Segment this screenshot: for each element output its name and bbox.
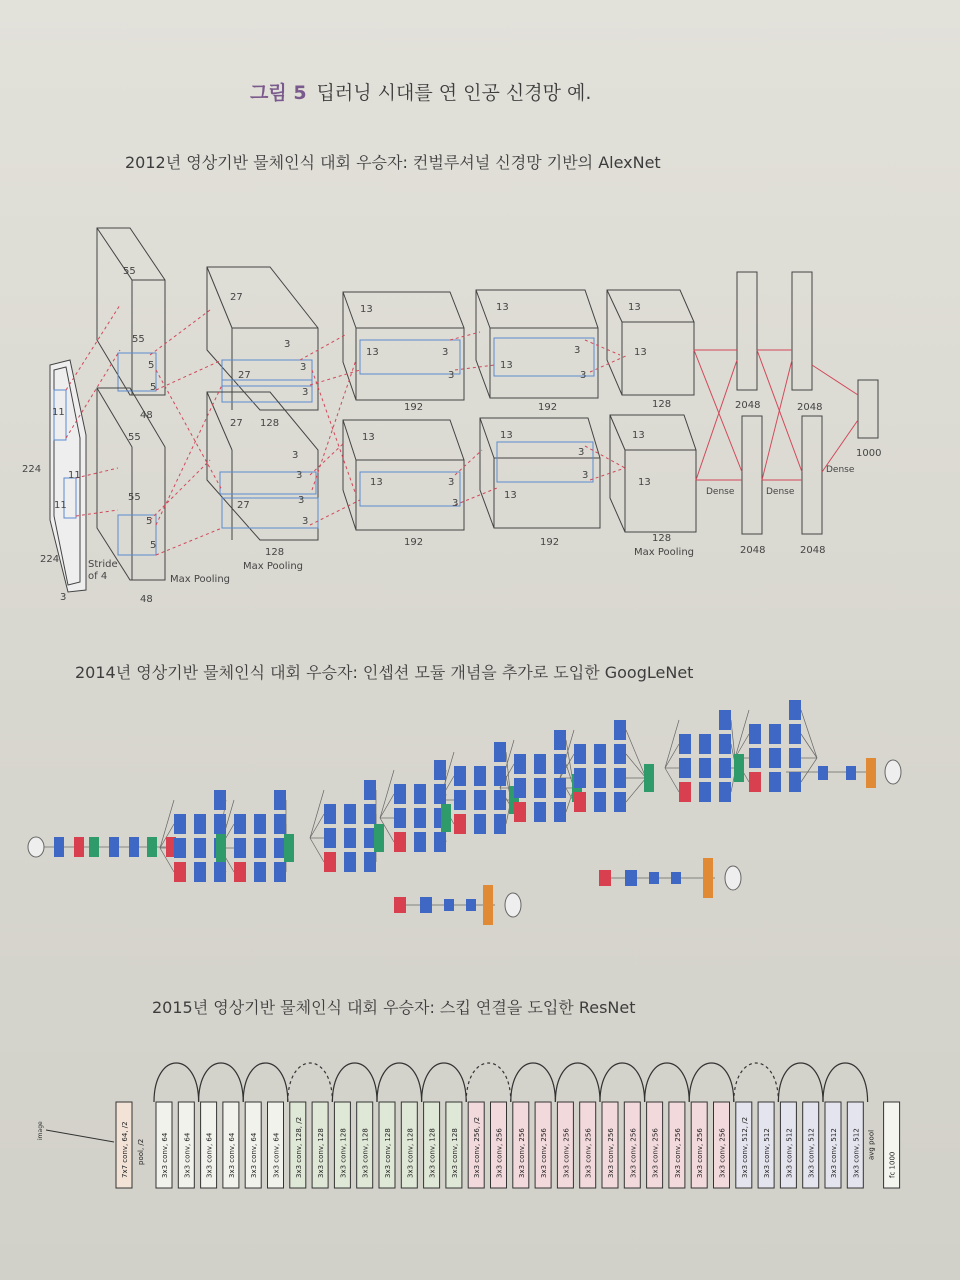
conv2-k-a: 3: [284, 339, 291, 350]
resnet-layer-20: [602, 1102, 618, 1188]
resnet-caption: 2015년 영상기반 물체인식 대회 우승자: 스킵 연결을 도입한 ResNet: [152, 998, 636, 1017]
googlenet-layer-26: [254, 862, 266, 882]
dense-label-1: Dense: [706, 487, 735, 497]
googlenet-layer-67: [534, 778, 546, 798]
conv2-k-c: 3: [302, 387, 309, 398]
fc7-bottom: [802, 416, 822, 534]
googlenet-layer-34: [344, 828, 356, 848]
input-width-label: 224: [40, 554, 60, 565]
conv4-k-a: 3: [574, 345, 581, 356]
skip-connection-14: [778, 1063, 823, 1102]
googlenet-layer-0: [54, 837, 64, 857]
conv3-size-b: 13: [366, 347, 379, 358]
resnet-layer-4: [245, 1102, 261, 1188]
resnet-layer-22-label: 3x3 conv, 256: [651, 1128, 660, 1178]
conv4-depth-bottom: 192: [540, 537, 560, 548]
conv2-k-f: 3: [298, 495, 305, 506]
googlenet-layer-25: [234, 862, 246, 882]
conv2-k-b: 3: [300, 362, 307, 373]
conv2-size-d: 27: [237, 500, 250, 511]
googlenet-layer-103: [769, 772, 781, 792]
googlenet-layer-55: [454, 790, 466, 810]
resnet-first-conv-label: 7x7 conv, 64, /2: [121, 1121, 129, 1178]
resnet-layer-5: [268, 1102, 284, 1188]
googlenet-layer-49: [434, 832, 446, 852]
skip-connection-13: [734, 1063, 779, 1102]
googlenet-layer-37: [344, 852, 356, 872]
googlenet-layer-112: [483, 885, 493, 925]
fc6-top-size: 2048: [735, 400, 761, 411]
resnet-layer-26-label: 3x3 conv, 512, /2: [740, 1116, 749, 1178]
output-size: 1000: [856, 448, 882, 459]
figure-label: 그림 5: [250, 82, 307, 104]
conv1-bottom-block: [97, 388, 165, 580]
googlenet-layer-68: [554, 778, 566, 798]
googlenet-layer-48: [414, 832, 426, 852]
skip-connection-0: [154, 1063, 199, 1102]
conv1-size-a: 55: [123, 266, 136, 277]
resnet-layer-31-label: 3x3 conv, 512: [852, 1128, 861, 1178]
googlenet-layer-43: [434, 784, 446, 804]
conv5-maxpool: Max Pooling: [634, 547, 695, 558]
googlenet-layer-19: [234, 814, 246, 834]
stride-label-line1: Stride: [88, 559, 118, 570]
conv5-size-c: 13: [632, 430, 645, 441]
googlenet-layer-114: [625, 870, 637, 886]
googlenet-layer-90: [719, 758, 731, 778]
conv1-size-b: 55: [132, 334, 145, 345]
stride-label-line2: of 4: [88, 571, 108, 582]
googlenet-layer-73: [614, 720, 626, 740]
resnet-layer-24: [691, 1102, 707, 1188]
conv3-size-d: 13: [370, 477, 383, 488]
googlenet-layer-39: [374, 824, 384, 852]
fc6-bottom-size: 2048: [740, 545, 766, 556]
googlenet-layer-14: [174, 862, 186, 882]
googlenet-layer-36: [324, 852, 336, 872]
googlenet-layer-97: [769, 724, 781, 744]
googlenet-layer-62: [554, 730, 566, 750]
skip-connection-7: [466, 1063, 511, 1102]
googlenet-layer-101: [789, 748, 801, 768]
input-height-label: 224: [22, 464, 42, 475]
googlenet-layer-89: [699, 758, 711, 778]
stride-label: [88, 559, 118, 582]
googlenet-layer-111: [466, 899, 476, 911]
resnet-layer-15-label: 3x3 conv, 256: [495, 1128, 504, 1178]
googlenet-layer-12: [194, 838, 206, 858]
googlenet-layer-113: [599, 870, 611, 886]
googlenet-layer-76: [614, 744, 626, 764]
googlenet-layer-32: [364, 804, 376, 824]
figure-title: [250, 78, 591, 105]
resnet-layer-9-label: 3x3 conv, 128: [361, 1128, 370, 1178]
googlenet-layer-21: [274, 814, 286, 834]
skip-connection-9: [555, 1063, 600, 1102]
resnet-layer-16: [513, 1102, 529, 1188]
resnet-layer-25: [714, 1102, 730, 1188]
resnet-layer-2: [201, 1102, 217, 1188]
resnet-input-label: image: [37, 1121, 44, 1140]
dense-connections: [694, 350, 858, 480]
googlenet-layer-29: [364, 780, 376, 800]
fc7-top: [792, 272, 812, 390]
input-depth-label: 3: [60, 592, 67, 603]
conv4-size-b: 13: [500, 360, 513, 371]
googlenet-layer-4: [129, 837, 139, 857]
googlenet-layer-77: [574, 768, 586, 788]
resnet-layer-10-label: 3x3 conv, 128: [384, 1128, 392, 1178]
conv1-k-a: 5: [148, 360, 155, 371]
resnet-layer-6-label: 3x3 conv, 128, /2: [294, 1116, 303, 1178]
googlenet-layer-22: [234, 838, 246, 858]
conv2-size-b: 27: [238, 370, 251, 381]
googlenet-layer-50: [441, 804, 451, 832]
resnet-layer-0-label: 3x3 conv, 64: [161, 1132, 169, 1178]
conv2-size-c: 27: [230, 418, 243, 429]
skip-connection-1: [199, 1063, 244, 1102]
fc6-top: [737, 272, 757, 390]
googlenet-layer-69: [514, 802, 526, 822]
googlenet-layer-33: [324, 828, 336, 848]
skip-connection-8: [511, 1063, 556, 1102]
googlenet-layer-28: [284, 834, 294, 862]
googlenet-layer-40: [434, 760, 446, 780]
googlenet-layer-104: [789, 772, 801, 792]
skip-connection-11: [645, 1063, 690, 1102]
googlenet-layer-93: [719, 782, 731, 802]
googlenet-layers: [28, 700, 901, 925]
resnet-first-conv: [116, 1102, 132, 1188]
googlenet-layer-23: [254, 838, 266, 858]
googlenet-layer-117: [703, 858, 713, 898]
conv4-k-c: 3: [578, 447, 585, 458]
googlenet-layer-102: [749, 772, 761, 792]
googlenet-layer-45: [414, 808, 426, 828]
conv5-depth-top: 128: [652, 399, 672, 410]
conv3-k-a: 3: [442, 347, 449, 358]
googlenet-layer-64: [534, 754, 546, 774]
resnet-layer-30-label: 3x3 conv, 512: [830, 1128, 838, 1178]
googlenet-layer-85: [679, 734, 691, 754]
googlenet-layer-74: [574, 744, 586, 764]
googlenet-layer-109: [420, 897, 432, 913]
conv1-size-c: 55: [128, 432, 141, 443]
resnet-layer-21-label: 3x3 conv, 256: [629, 1128, 638, 1178]
resnet-layer-29: [803, 1102, 819, 1188]
googlenet-layer-5: [147, 837, 157, 857]
googlenet-layer-66: [514, 778, 526, 798]
googlenet-layer-116: [671, 872, 681, 884]
output-layer: [858, 380, 878, 438]
googlenet-layer-63: [514, 754, 526, 774]
conv1-depth-bottom: 48: [140, 594, 153, 605]
resnet-layer-17-label: 3x3 conv, 256: [540, 1128, 549, 1178]
googlenet-layer-20: [254, 814, 266, 834]
kernel-label-1: 11: [52, 407, 65, 418]
googlenet-layer-47: [394, 832, 406, 852]
resnet-layer-8: [334, 1102, 350, 1188]
googlenet-layer-99: [749, 748, 761, 768]
googlenet-layer-57: [494, 790, 506, 810]
conv5-size-a: 13: [628, 302, 641, 313]
googlenet-layer-56: [474, 790, 486, 810]
conv3-depth-bottom: 192: [404, 537, 424, 548]
googlenet-output: [885, 760, 901, 784]
conv1-size-d: 55: [128, 492, 141, 503]
resnet-layer-31: [847, 1102, 863, 1188]
googlenet-layer-18: [274, 790, 286, 810]
resnet-layer-14: [468, 1102, 484, 1188]
skip-connection-3: [288, 1063, 333, 1102]
kernel-label-2: 11: [68, 470, 81, 481]
conv1-k-c: 5: [146, 516, 153, 527]
googlenet-layer-88: [679, 758, 691, 778]
googlenet-layer-30: [324, 804, 336, 824]
resnet-layers: [37, 1102, 900, 1188]
fc7-bottom-size: 2048: [800, 545, 826, 556]
fc7-top-size: 2048: [797, 402, 823, 413]
resnet-layer-25-label: 3x3 conv, 256: [718, 1128, 727, 1178]
googlenet-aux-output: [505, 893, 521, 917]
conv4-size-a: 13: [496, 302, 509, 313]
googlenet-layer-80: [574, 792, 586, 812]
alexnet-labels: [22, 266, 881, 605]
googlenet-layer-52: [454, 766, 466, 786]
googlenet-layer-3: [109, 837, 119, 857]
googlenet-layer-106: [846, 766, 856, 780]
resnet-layer-2-label: 3x3 conv, 64: [205, 1132, 214, 1178]
googlenet-layer-59: [474, 814, 486, 834]
googlenet-layer-17: [216, 834, 226, 862]
googlenet-layer-83: [644, 764, 654, 792]
resnet-layer-11-label: 3x3 conv, 128: [406, 1128, 415, 1178]
resnet-layer-12: [424, 1102, 440, 1188]
googlenet-layer-15: [194, 862, 206, 882]
resnet-layer-17: [535, 1102, 551, 1188]
googlenet-input: [28, 837, 44, 857]
googlenet-layer-75: [594, 744, 606, 764]
alexnet-caption: 2012년 영상기반 물체인식 대회 우승자: 컨벌루셔널 신경망 기반의 AlexNet: [125, 153, 661, 172]
googlenet-layer-54: [494, 766, 506, 786]
conv5-size-d: 13: [638, 477, 651, 488]
resnet-layer-18: [557, 1102, 573, 1188]
conv3-k-c: 3: [448, 477, 455, 488]
conv2-depth-top: 128: [260, 418, 280, 429]
googlenet-layer-87: [719, 734, 731, 754]
googlenet-layer-115: [649, 872, 659, 884]
resnet-layer-4-label: 3x3 conv, 64: [250, 1132, 259, 1178]
resnet-fc: [884, 1102, 900, 1188]
resnet-layer-29-label: 3x3 conv, 512: [807, 1128, 816, 1178]
googlenet-layer-82: [614, 792, 626, 812]
resnet-layer-13-label: 3x3 conv, 128: [450, 1128, 459, 1178]
googlenet-layer-86: [699, 734, 711, 754]
googlenet-layer-7: [214, 790, 226, 810]
googlenet-layer-78: [594, 768, 606, 788]
resnet-avgpool-label: avg pool: [867, 1129, 876, 1160]
resnet-layer-16-label: 3x3 conv, 256: [517, 1128, 526, 1178]
resnet-layer-13: [446, 1102, 462, 1188]
skip-connection-5: [377, 1063, 422, 1102]
googlenet-layer-81: [594, 792, 606, 812]
conv2-k-d: 3: [292, 450, 299, 461]
googlenet-layer-31: [344, 804, 356, 824]
resnet-diagram: [0, 1050, 960, 1200]
resnet-layer-1-label: 3x3 conv, 64: [183, 1132, 192, 1178]
resnet-layer-19-label: 3x3 conv, 256: [584, 1128, 593, 1178]
fc6-bottom: [742, 416, 762, 534]
conv1-maxpool: Max Pooling: [170, 574, 231, 585]
conv5-depth-bottom: 128: [652, 533, 672, 544]
conv5-size-b: 13: [634, 347, 647, 358]
resnet-layer-3: [223, 1102, 239, 1188]
googlenet-layer-108: [394, 897, 406, 913]
resnet-layer-10: [379, 1102, 395, 1188]
resnet-layer-8-label: 3x3 conv, 128: [339, 1128, 348, 1178]
resnet-layer-14-label: 3x3 conv, 256, /2: [473, 1116, 482, 1178]
googlenet-layer-96: [749, 724, 761, 744]
kernel-label-3: 11: [54, 500, 67, 511]
skip-connection-10: [600, 1063, 645, 1102]
figure-title-text: 딥러닝 시대를 연 인공 신경망 예.: [316, 82, 592, 104]
googlenet-layer-95: [789, 700, 801, 720]
dense-label-3: Dense: [826, 465, 855, 475]
googlenet-layer-71: [554, 802, 566, 822]
resnet-layer-27-label: 3x3 conv, 512: [763, 1128, 772, 1178]
googlenet-layer-60: [494, 814, 506, 834]
googlenet-layer-92: [699, 782, 711, 802]
conv4-depth-top: 192: [538, 402, 558, 413]
conv1-k-b: 5: [150, 382, 157, 393]
resnet-layer-0: [156, 1102, 172, 1188]
conv1-depth-top: 48: [140, 410, 153, 421]
resnet-layer-28-label: 3x3 conv, 512: [785, 1128, 794, 1178]
resnet-layer-23: [669, 1102, 685, 1188]
conv3-k-b: 3: [448, 370, 455, 381]
resnet-layer-20-label: 3x3 conv, 256: [607, 1128, 615, 1178]
conv2-k-e: 3: [296, 470, 303, 481]
googlenet-layer-70: [534, 802, 546, 822]
conv1-k-d: 5: [150, 540, 157, 551]
googlenet-layer-11: [174, 838, 186, 858]
skip-connection-12: [689, 1063, 734, 1102]
conv5-bottom-block: [610, 415, 696, 532]
resnet-fc-label: fc 1000: [888, 1151, 897, 1178]
conv3-depth-top: 192: [404, 402, 424, 413]
googlenet-layer-16: [214, 862, 226, 882]
googlenet-layer-84: [719, 710, 731, 730]
googlenet-aux-output: [725, 866, 741, 890]
resnet-pool-label: pool, /2: [137, 1138, 145, 1165]
googlenet-layer-58: [454, 814, 466, 834]
googlenet-layer-91: [679, 782, 691, 802]
conv4-size-d: 13: [504, 490, 517, 501]
resnet-layer-23-label: 3x3 conv, 256: [673, 1128, 682, 1178]
googlenet-layer-27: [274, 862, 286, 882]
resnet-layer-27: [758, 1102, 774, 1188]
skip-connection-2: [243, 1063, 288, 1102]
googlenet-layer-110: [444, 899, 454, 911]
googlenet-layer-41: [394, 784, 406, 804]
googlenet-layer-42: [414, 784, 426, 804]
googlenet-layer-1: [74, 837, 84, 857]
resnet-layer-15: [491, 1102, 507, 1188]
resnet-layer-22: [647, 1102, 663, 1188]
googlenet-layer-53: [474, 766, 486, 786]
resnet-layer-26: [736, 1102, 752, 1188]
resnet-layer-7: [312, 1102, 328, 1188]
conv2-size-a: 27: [230, 292, 243, 303]
googlenet-layer-10: [214, 814, 226, 834]
googlenet-layer-44: [394, 808, 406, 828]
googlenet-caption: 2014년 영상기반 물체인식 대회 우승자: 인셉션 모듈 개념을 추가로 도입한 GoogLeNet: [75, 663, 694, 682]
resnet-layer-11: [401, 1102, 417, 1188]
resnet-layer-3-label: 3x3 conv, 64: [227, 1132, 236, 1178]
googlenet-layer-94: [734, 754, 744, 782]
googlenet-layer-105: [818, 766, 828, 780]
conv2-k-g: 3: [302, 516, 309, 527]
resnet-layer-12-label: 3x3 conv, 128: [428, 1128, 437, 1178]
conv3-size-c: 13: [362, 432, 375, 443]
resnet-layer-9: [357, 1102, 373, 1188]
conv2-depth-bottom: 128: [265, 547, 285, 558]
conv4-k-b: 3: [580, 370, 587, 381]
resnet-layer-28: [780, 1102, 796, 1188]
googlenet-layer-107: [866, 758, 876, 788]
skip-connection-6: [422, 1063, 467, 1102]
resnet-layer-19: [580, 1102, 596, 1188]
alexnet-diagram: [0, 210, 960, 630]
skip-connection-4: [332, 1063, 377, 1102]
skip-connection-15: [823, 1063, 868, 1102]
googlenet-layer-100: [769, 748, 781, 768]
conv4-k-d: 3: [582, 470, 589, 481]
googlenet-layer-98: [789, 724, 801, 744]
googlenet-layer-9: [194, 814, 206, 834]
googlenet-layer-51: [494, 742, 506, 762]
resnet-layer-24-label: 3x3 conv, 256: [696, 1128, 705, 1178]
googlenet-layer-38: [364, 852, 376, 872]
conv3-k-d: 3: [452, 498, 459, 509]
googlenet-layer-2: [89, 837, 99, 857]
conv2-maxpool: Max Pooling: [243, 561, 304, 572]
resnet-layer-30: [825, 1102, 841, 1188]
googlenet-layer-65: [554, 754, 566, 774]
conv5-top-block: [607, 290, 694, 395]
resnet-input-arrow: [46, 1130, 114, 1142]
conv3-size-a: 13: [360, 304, 373, 315]
googlenet-layer-79: [614, 768, 626, 788]
resnet-layer-21: [624, 1102, 640, 1188]
googlenet-diagram: [0, 700, 960, 940]
resnet-layer-7-label: 3x3 conv, 128: [317, 1128, 326, 1178]
dense-label-2: Dense: [766, 487, 795, 497]
resnet-layer-18-label: 3x3 conv, 256: [562, 1128, 571, 1178]
resnet-layer-5-label: 3x3 conv, 64: [272, 1132, 281, 1178]
conv4-size-c: 13: [500, 430, 513, 441]
resnet-layer-1: [178, 1102, 194, 1188]
googlenet-layer-8: [174, 814, 186, 834]
resnet-layer-6: [290, 1102, 306, 1188]
